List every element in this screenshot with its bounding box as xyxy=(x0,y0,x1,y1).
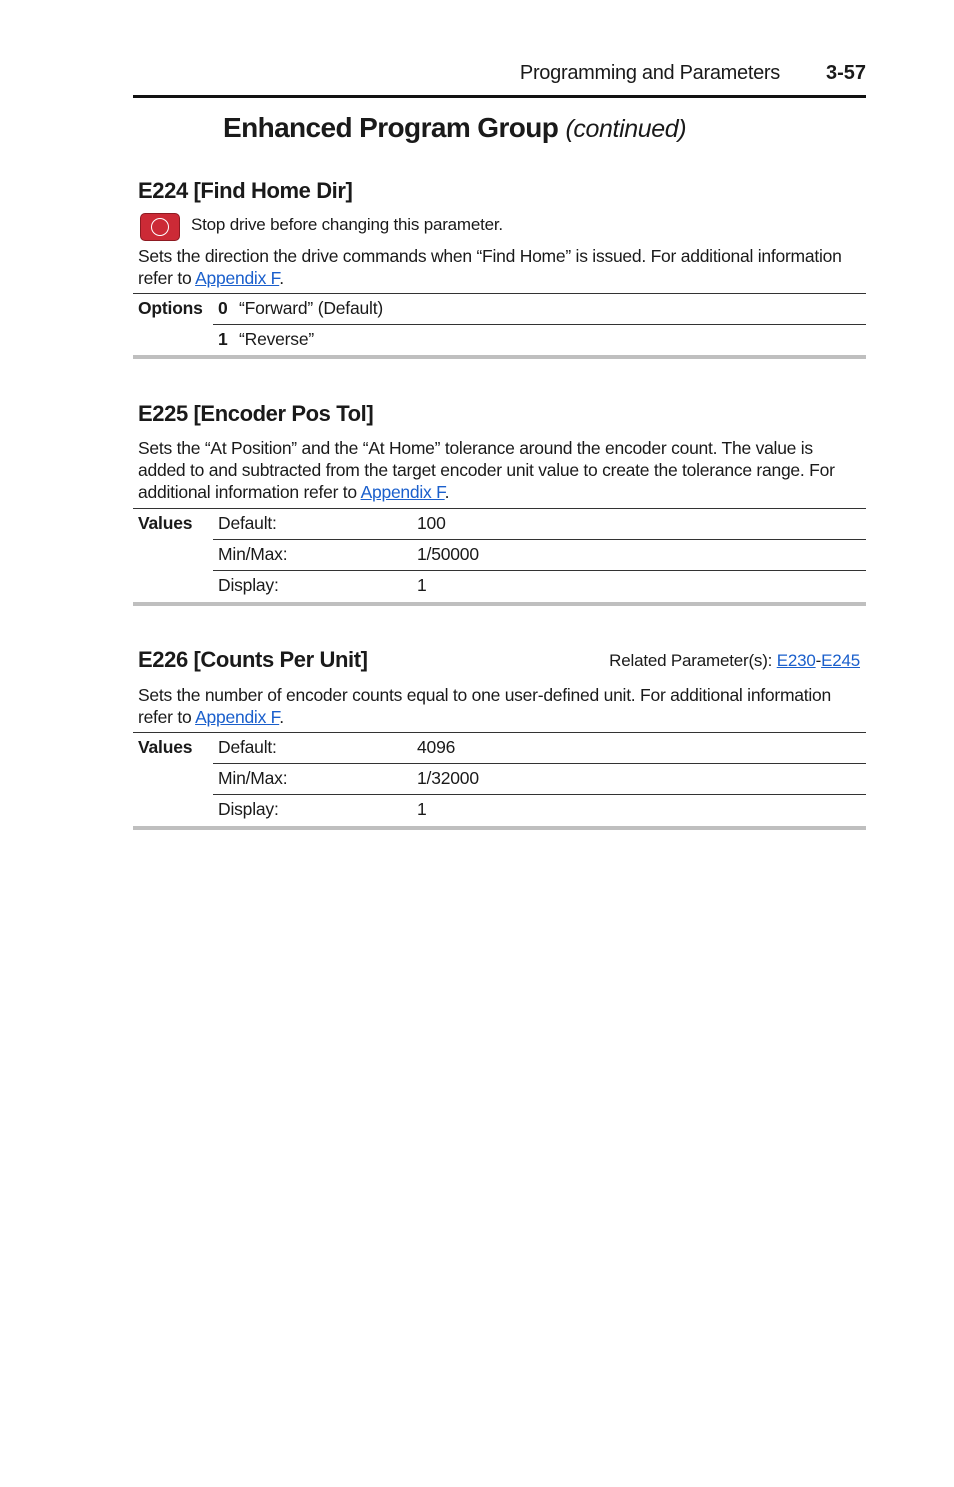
value-name: Min/Max: xyxy=(213,540,417,571)
section-end-rule xyxy=(133,602,866,606)
related-link-e230[interactable]: E230 xyxy=(776,651,816,670)
stop-drive-text: Stop drive before changing this parameter. xyxy=(191,215,503,234)
value-name: Default: xyxy=(213,509,417,540)
description-end: . xyxy=(279,707,284,727)
table-row xyxy=(133,764,866,795)
option-text: “Reverse” xyxy=(239,325,866,356)
value-name: Display: xyxy=(213,795,417,826)
value-value: 1/32000 xyxy=(417,764,866,795)
description-end: . xyxy=(279,268,284,288)
value-value: 1 xyxy=(417,795,866,826)
value-value: 100 xyxy=(417,509,866,540)
param-description xyxy=(138,245,860,289)
description-text: Sets the direction the drive commands when “Find Home” is issued. For additional information refer to xyxy=(138,246,842,288)
section-end-rule xyxy=(133,826,866,830)
param-title: E225 [Encoder Pos Tol] xyxy=(138,401,374,426)
section-end-rule xyxy=(133,355,866,359)
related-link-e245[interactable]: E245 xyxy=(821,651,860,670)
values-table xyxy=(133,508,866,602)
value-value: 4096 xyxy=(417,733,866,764)
related-separator: - xyxy=(815,651,822,670)
appendix-f-link[interactable]: Appendix F xyxy=(360,482,445,502)
appendix-f-link[interactable]: Appendix F xyxy=(195,268,280,288)
empty-label xyxy=(133,540,213,571)
empty-label xyxy=(133,571,213,602)
option-number: 1 xyxy=(213,325,239,356)
group-title-text: Enhanced Program Group xyxy=(223,112,559,143)
options-table xyxy=(133,293,866,356)
appendix-f-link[interactable]: Appendix F xyxy=(195,707,280,727)
param-title: E226 [Counts Per Unit] xyxy=(138,647,368,672)
group-title xyxy=(223,112,686,144)
values-label: Values xyxy=(133,733,213,764)
param-description xyxy=(138,437,860,503)
options-label: Options xyxy=(133,294,213,325)
table-row xyxy=(133,795,866,826)
table-row xyxy=(133,294,866,325)
stop-drive-note xyxy=(140,213,860,243)
empty-label xyxy=(133,325,213,356)
table-row xyxy=(133,733,866,764)
page-number: 3-57 xyxy=(825,62,866,84)
section-title: Programming and Parameters xyxy=(519,62,780,84)
value-value: 1/50000 xyxy=(417,540,866,571)
value-name: Display: xyxy=(213,571,417,602)
value-name: Min/Max: xyxy=(213,764,417,795)
related-label: Related Parameter(s): xyxy=(609,651,777,670)
param-title: E224 [Find Home Dir] xyxy=(138,178,353,203)
running-header xyxy=(133,60,866,90)
table-row xyxy=(133,325,866,356)
header-rule xyxy=(133,95,866,98)
table-row xyxy=(133,509,866,540)
group-title-continued: (continued) xyxy=(565,115,687,143)
option-number: 0 xyxy=(213,294,239,325)
values-label: Values xyxy=(133,509,213,540)
related-parameters xyxy=(609,651,860,671)
empty-label xyxy=(133,764,213,795)
value-value: 1 xyxy=(417,571,866,602)
param-description xyxy=(138,684,860,728)
table-row xyxy=(133,571,866,602)
table-row xyxy=(133,540,866,571)
description-text: Sets the “At Position” and the “At Home” tolerance around the encoder count. The value is added to and subtracted from the target encoder unit value to create the tolerance range. For additional information refer to xyxy=(138,438,835,502)
value-name: Default: xyxy=(213,733,417,764)
description-end: . xyxy=(444,482,450,502)
option-text: “Forward” (Default) xyxy=(239,294,866,325)
description-text: Sets the number of encoder counts equal to one user-defined unit. For additional information refer to xyxy=(138,685,831,727)
empty-label xyxy=(133,795,213,826)
values-table xyxy=(133,732,866,826)
stop-drive-icon xyxy=(140,213,180,241)
